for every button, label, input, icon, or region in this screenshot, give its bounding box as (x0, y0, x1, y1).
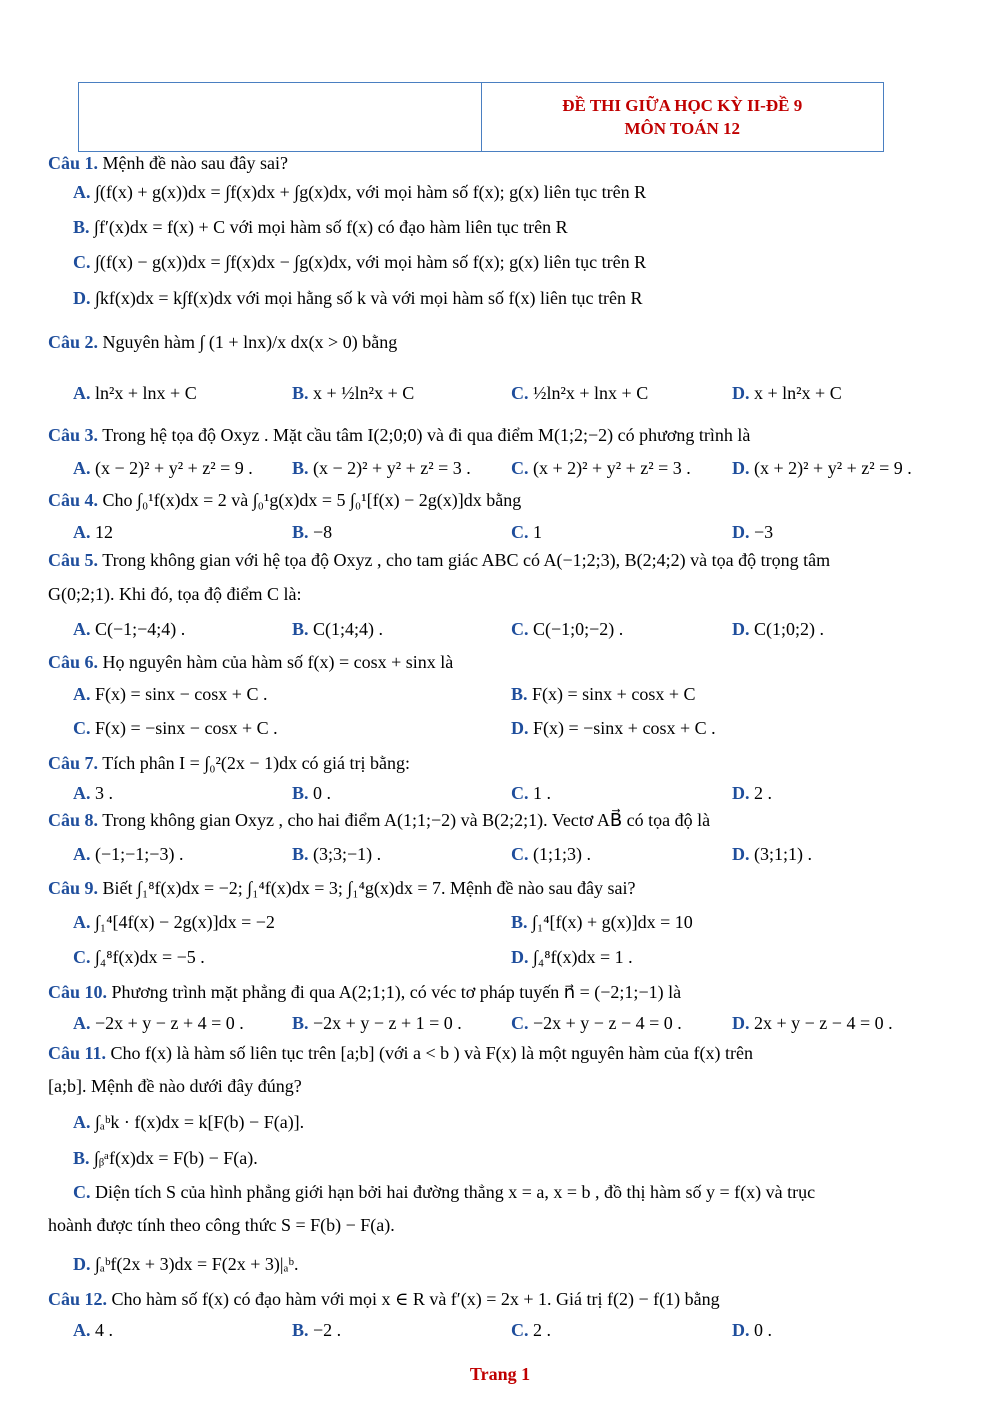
option-letter: C. (511, 619, 529, 639)
question-6-option-c (73, 716, 278, 740)
option-letter: A. (73, 844, 91, 864)
question-4-option-d (732, 520, 773, 544)
option-text: ∫₁⁴[f(x) + g(x)]dx = 10 (532, 912, 693, 932)
question-label: Câu 8. (48, 810, 99, 830)
option-letter: A. (73, 522, 91, 542)
option-text: (1;1;3) . (533, 844, 591, 864)
option-letter: B. (292, 522, 309, 542)
option-letter: C. (73, 1182, 91, 1202)
option-letter: C. (511, 458, 529, 478)
option-text: F(x) = sinx − cosx + C . (95, 684, 268, 704)
question-8-option-c (511, 842, 591, 866)
question-label: Câu 3. (48, 425, 99, 445)
option-letter: B. (511, 912, 528, 932)
exam-subject: MÔN TOÁN 12 (624, 119, 741, 138)
question-stem: Cho f(x) là hàm số liên tục trên [a;b] (với a < b ) và F(x) là một nguyên hàm của f(x) trên (110, 1043, 754, 1063)
question-stem: Trong không gian Oxyz , cho hai điểm A(1;1;−2) và B(2;2;1). Vectơ AB⃗ có tọa độ là (102, 810, 711, 830)
question-label: Câu 11. (48, 1043, 107, 1063)
option-letter: A. (73, 1013, 91, 1033)
option-letter: A. (73, 619, 91, 639)
question-stem: Biết ∫₁⁸f(x)dx = −2; ∫₁⁴f(x)dx = 3; ∫₁⁴g(x)dx = 7. Mệnh đề nào sau đây sai? (102, 878, 636, 898)
option-text: ∫ᵦᵃf(x)dx = F(b) − F(a). (94, 1148, 258, 1168)
option-letter: A. (73, 182, 91, 202)
question-12-option-a (73, 1318, 113, 1342)
option-text: 0 . (754, 1320, 772, 1340)
question-7-option-c (511, 781, 551, 805)
question-6-option-b (511, 682, 695, 706)
option-text: −3 (754, 522, 774, 542)
option-letter: A. (73, 684, 91, 704)
question-4-option-c (511, 520, 542, 544)
question-5-option-c (511, 617, 623, 641)
option-letter: D. (732, 844, 750, 864)
option-letter: B. (292, 1320, 309, 1340)
question-1-option-a (73, 180, 646, 204)
question-label: Câu 10. (48, 982, 108, 1002)
question-7-option-d (732, 781, 772, 805)
option-letter: C. (73, 718, 91, 738)
option-letter: A. (73, 1320, 91, 1340)
question-stem: Họ nguyên hàm của hàm số f(x) = cosx + sinx là (102, 652, 454, 672)
option-letter: D. (732, 1013, 750, 1033)
question-11-option-b (73, 1146, 258, 1170)
option-text: −2x + y − z + 1 = 0 . (313, 1013, 462, 1033)
option-text: −2x + y − z + 4 = 0 . (95, 1013, 244, 1033)
option-letter: B. (73, 217, 90, 237)
option-text: ∫kf(x)dx = k∫f(x)dx với mọi hằng số k và với mọi hàm số f(x) liên tục trên R (95, 288, 643, 308)
question-3 (48, 423, 750, 447)
question-stem: Cho hàm số f(x) có đạo hàm với mọi x ∈ R và f′(x) = 2x + 1. Giá trị f(2) − f(1) bằng (111, 1289, 720, 1309)
question-3-option-a (73, 456, 253, 480)
question-stem: Phương trình mặt phẳng đi qua A(2;1;1), có véc tơ pháp tuyến n⃗ = (−2;1;−1) là (111, 982, 682, 1002)
question-2-option-d (732, 381, 842, 405)
question-2-option-b (292, 381, 414, 405)
option-text: Diện tích S của hình phẳng giới hạn bởi hai đường thẳng x = a, x = b , đồ thị hàm số y = f(x) và trục (95, 1182, 816, 1202)
option-text: ∫ₐᵇk · f(x)dx = k[F(b) − F(a)]. (95, 1112, 305, 1132)
option-letter: B. (292, 1013, 309, 1033)
option-text: (3;1;1) . (754, 844, 812, 864)
question-label: Câu 12. (48, 1289, 108, 1309)
question-9-option-d (511, 945, 633, 969)
question-label: Câu 6. (48, 652, 99, 672)
question-4-option-a (73, 520, 113, 544)
question-stem: Cho ∫₀¹f(x)dx = 2 và ∫₀¹g(x)dx = 5 ∫₀¹[f(x) − 2g(x)]dx bằng (102, 490, 522, 510)
question-5-option-b (292, 617, 383, 641)
question-10 (48, 980, 681, 1004)
question-stem: Mệnh đề nào sau đây sai? (102, 153, 288, 173)
option-letter: B. (292, 619, 309, 639)
option-text: x + ½ln²x + C (313, 383, 415, 403)
option-text: −8 (313, 522, 333, 542)
option-letter: A. (73, 912, 91, 932)
question-9-option-b (511, 910, 693, 934)
option-letter: D. (732, 619, 750, 639)
option-text: ∫ₐᵇf(2x + 3)dx = F(2x + 3)|ₐᵇ. (95, 1254, 299, 1274)
option-letter: C. (73, 947, 91, 967)
question-stem: Trong hệ tọa độ Oxyz . Mặt cầu tâm I(2;0;0) và đi qua điểm M(1;2;−2) có phương trình là (102, 425, 751, 445)
question-9-option-c (73, 945, 205, 969)
question-12-option-c (511, 1318, 551, 1342)
question-11-stem-continued: [a;b]. Mệnh đề nào dưới đây đúng? (48, 1076, 302, 1096)
question-11-option-c (73, 1180, 815, 1204)
option-text: C(1;0;2) . (754, 619, 824, 639)
option-letter: D. (511, 947, 529, 967)
option-letter: D. (511, 718, 529, 738)
option-text: 1 (533, 522, 542, 542)
option-text: 4 . (95, 1320, 113, 1340)
option-text: 2x + y − z − 4 = 0 . (754, 1013, 893, 1033)
option-text: (x − 2)² + y² + z² = 3 . (313, 458, 471, 478)
question-4 (48, 488, 521, 512)
option-letter: B. (292, 383, 309, 403)
question-11-option-c-continued: hoành được tính theo công thức S = F(b) − F(a). (48, 1215, 395, 1235)
question-8-option-a (73, 842, 183, 866)
question-12-option-d (732, 1318, 772, 1342)
option-text: 2 . (754, 783, 772, 803)
option-text: ∫(f(x) + g(x))dx = ∫f(x)dx + ∫g(x)dx, với mọi hàm số f(x); g(x) liên tục trên R (95, 182, 647, 202)
question-7-option-a (73, 781, 113, 805)
option-letter: D. (73, 1254, 91, 1274)
question-2-option-c (511, 381, 648, 405)
option-letter: D. (732, 783, 750, 803)
question-3-option-d (732, 456, 912, 480)
question-1-option-c (73, 250, 646, 274)
question-11-option-a (73, 1110, 304, 1134)
option-text: (3;3;−1) . (313, 844, 382, 864)
question-8-option-d (732, 842, 812, 866)
question-5-option-a (73, 617, 185, 641)
question-4-option-b (292, 520, 332, 544)
question-7 (48, 751, 410, 775)
header-left-cell (79, 83, 481, 151)
option-text: (x + 2)² + y² + z² = 9 . (754, 458, 912, 478)
question-8 (48, 808, 710, 832)
question-2-option-a (73, 381, 197, 405)
option-letter: C. (511, 844, 529, 864)
option-letter: D. (732, 458, 750, 478)
question-stem: Trong không gian với hệ tọa độ Oxyz , cho tam giác ABC có A(−1;2;3), B(2;4;2) và tọa độ trọng tâm (102, 550, 831, 570)
question-9-option-a (73, 910, 275, 934)
question-8-option-b (292, 842, 381, 866)
option-letter: B. (73, 1148, 90, 1168)
question-1 (48, 151, 288, 175)
option-text: F(x) = sinx + cosx + C (532, 684, 696, 704)
option-text: ½ln²x + lnx + C (533, 383, 649, 403)
question-stem: Nguyên hàm ∫ (1 + lnx)/x dx(x > 0) bằng (102, 332, 398, 352)
question-10-option-a (73, 1011, 244, 1035)
option-text: −2 . (313, 1320, 342, 1340)
question-11 (48, 1041, 753, 1065)
question-6 (48, 650, 453, 674)
option-letter: A. (73, 1112, 91, 1132)
question-10-option-b (292, 1011, 462, 1035)
question-label: Câu 2. (48, 332, 99, 352)
option-letter: B. (511, 684, 528, 704)
question-label: Câu 5. (48, 550, 99, 570)
option-letter: B. (292, 844, 309, 864)
option-text: (x − 2)² + y² + z² = 9 . (95, 458, 253, 478)
question-3-option-b (292, 456, 471, 480)
option-text: F(x) = −sinx − cosx + C . (95, 718, 278, 738)
question-label: Câu 7. (48, 753, 99, 773)
question-6-option-a (73, 682, 267, 706)
option-text: ∫₄⁸f(x)dx = 1 . (533, 947, 633, 967)
question-10-option-d (732, 1011, 893, 1035)
question-5-stem-continued: G(0;2;1). Khi đó, tọa độ điểm C là: (48, 584, 302, 604)
option-letter: D. (732, 1320, 750, 1340)
option-letter: C. (73, 252, 91, 272)
option-text: F(x) = −sinx + cosx + C . (533, 718, 716, 738)
option-letter: D. (732, 383, 750, 403)
option-text: −2x + y − z − 4 = 0 . (533, 1013, 682, 1033)
option-text: C(−1;−4;4) . (95, 619, 186, 639)
option-text: 2 . (533, 1320, 551, 1340)
option-letter: A. (73, 383, 91, 403)
option-text: ∫₁⁴[4f(x) − 2g(x)]dx = −2 (95, 912, 275, 932)
option-letter: C. (511, 783, 529, 803)
question-5 (48, 548, 830, 572)
question-6-option-d (511, 716, 716, 740)
option-text: ln²x + lnx + C (95, 383, 197, 403)
option-text: 1 . (533, 783, 551, 803)
exam-header-box (78, 82, 884, 152)
option-text: (−1;−1;−3) . (95, 844, 184, 864)
exam-title: ĐỀ THI GIỮA HỌC KỲ II-ĐỀ 9 (562, 96, 803, 115)
option-letter: D. (73, 288, 91, 308)
question-12 (48, 1287, 720, 1311)
question-5-option-d (732, 617, 824, 641)
option-letter: B. (292, 458, 309, 478)
option-text: ∫₄⁸f(x)dx = −5 . (95, 947, 205, 967)
option-text: 3 . (95, 783, 113, 803)
option-letter: C. (511, 522, 529, 542)
question-3-option-c (511, 456, 691, 480)
question-label: Câu 9. (48, 878, 99, 898)
question-12-option-b (292, 1318, 341, 1342)
option-text: 12 (95, 522, 113, 542)
option-letter: A. (73, 783, 91, 803)
question-1-option-b (73, 215, 568, 239)
option-text: (x + 2)² + y² + z² = 3 . (533, 458, 691, 478)
question-label: Câu 1. (48, 153, 99, 173)
option-letter: A. (73, 458, 91, 478)
option-text: ∫(f(x) − g(x))dx = ∫f(x)dx − ∫g(x)dx, với mọi hàm số f(x); g(x) liên tục trên R (95, 252, 647, 272)
option-letter: C. (511, 1013, 529, 1033)
option-text: 0 . (313, 783, 332, 803)
question-stem: Tích phân I = ∫₀²(2x − 1)dx có giá trị bằng: (102, 753, 411, 773)
question-11-option-d (73, 1252, 298, 1276)
option-text: ∫f′(x)dx = f(x) + C với mọi hàm số f(x) có đạo hàm liên tục trên R (94, 217, 568, 237)
question-label: Câu 4. (48, 490, 99, 510)
question-2 (48, 330, 397, 354)
question-7-option-b (292, 781, 331, 805)
option-text: C(1;4;4) . (313, 619, 384, 639)
option-letter: C. (511, 383, 529, 403)
page-number: Trang 1 (469, 1364, 531, 1384)
question-1-option-d (73, 286, 642, 310)
header-right-cell (481, 83, 884, 151)
question-10-option-c (511, 1011, 682, 1035)
option-text: C(−1;0;−2) . (533, 619, 624, 639)
option-letter: B. (292, 783, 309, 803)
option-text: x + ln²x + C (754, 383, 842, 403)
question-9 (48, 876, 635, 900)
option-letter: D. (732, 522, 750, 542)
option-letter: C. (511, 1320, 529, 1340)
